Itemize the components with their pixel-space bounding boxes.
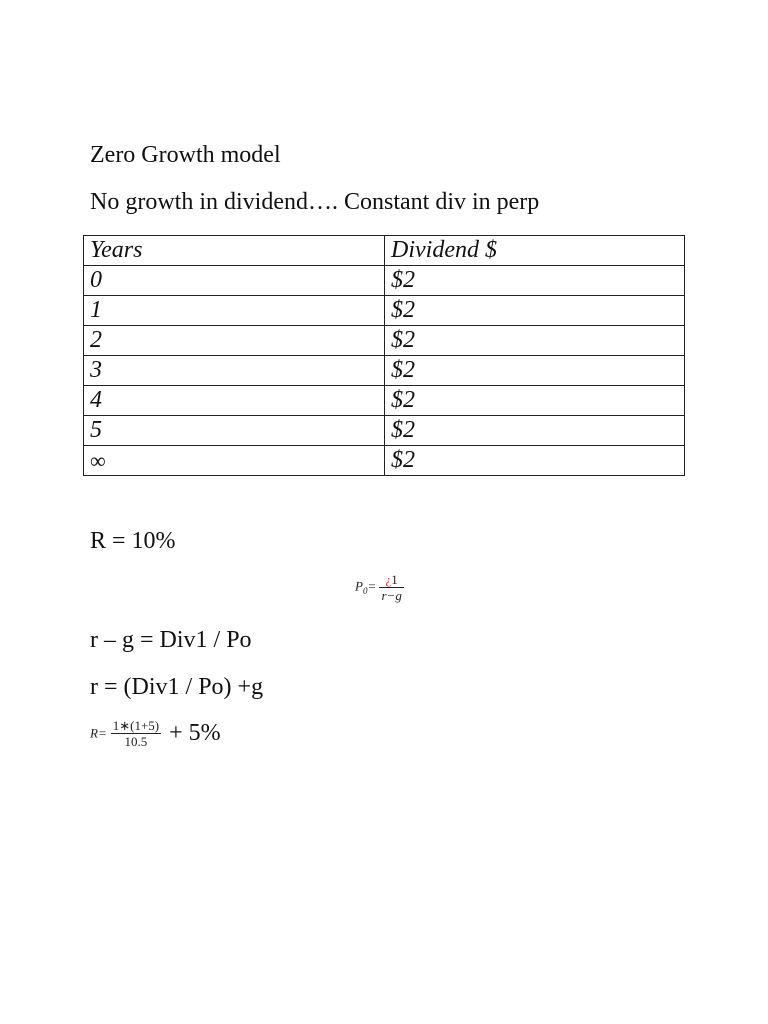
year-cell-infinity: ∞ (84, 446, 385, 476)
r-formula-fraction (111, 718, 161, 749)
column-header-dividend: Dividend $ (385, 236, 685, 266)
dividend-table (83, 235, 685, 476)
p0-numerator-value: 1 (391, 572, 398, 587)
year-cell: 2 (84, 326, 385, 356)
column-header-years: Years (84, 236, 385, 266)
rate-line: R = 10% (90, 528, 176, 554)
r-formula-numerator: 1∗(1+5) (112, 718, 160, 733)
table-row (84, 446, 685, 476)
year-cell: 1 (84, 296, 385, 326)
dividend-cell: $2 (385, 356, 685, 386)
table-row (84, 416, 685, 446)
equation-r-minus-g: r – g = Div1 / Po (90, 627, 252, 653)
p0-equals: = (367, 578, 377, 594)
r-formula-tail: + 5% (169, 720, 221, 746)
table-header-row (84, 236, 685, 266)
equation-r: r = (Div1 / Po) +g (90, 674, 264, 700)
p0-denominator: r−g (381, 588, 402, 603)
table-row (84, 266, 685, 296)
year-cell: 4 (84, 386, 385, 416)
dividend-cell: $2 (385, 326, 685, 356)
p0-numerator-mark: ¿ (385, 572, 392, 587)
p0-formula (355, 572, 404, 603)
dividend-cell: $2 (385, 416, 685, 446)
year-cell: 5 (84, 416, 385, 446)
year-cell: 0 (84, 266, 385, 296)
p0-subscript: 0 (362, 586, 368, 597)
r-formula-denominator: 10.5 (124, 734, 148, 749)
r-formula-lhs: R= (90, 725, 107, 741)
table-row (84, 356, 685, 386)
page-title: Zero Growth model (90, 142, 281, 168)
p0-fraction (379, 572, 403, 603)
subtitle: No growth in dividend…. Constant div in perp (90, 189, 540, 215)
dividend-cell: $2 (385, 266, 685, 296)
year-cell: 3 (84, 356, 385, 386)
table-row (84, 296, 685, 326)
dividend-cell: $2 (385, 296, 685, 326)
dividend-cell: $2 (385, 446, 685, 476)
table-row (84, 386, 685, 416)
r-formula (90, 718, 221, 749)
p0-numerator (379, 572, 403, 588)
dividend-cell: $2 (385, 386, 685, 416)
table-row (84, 326, 685, 356)
p0-lhs: P (355, 578, 363, 594)
